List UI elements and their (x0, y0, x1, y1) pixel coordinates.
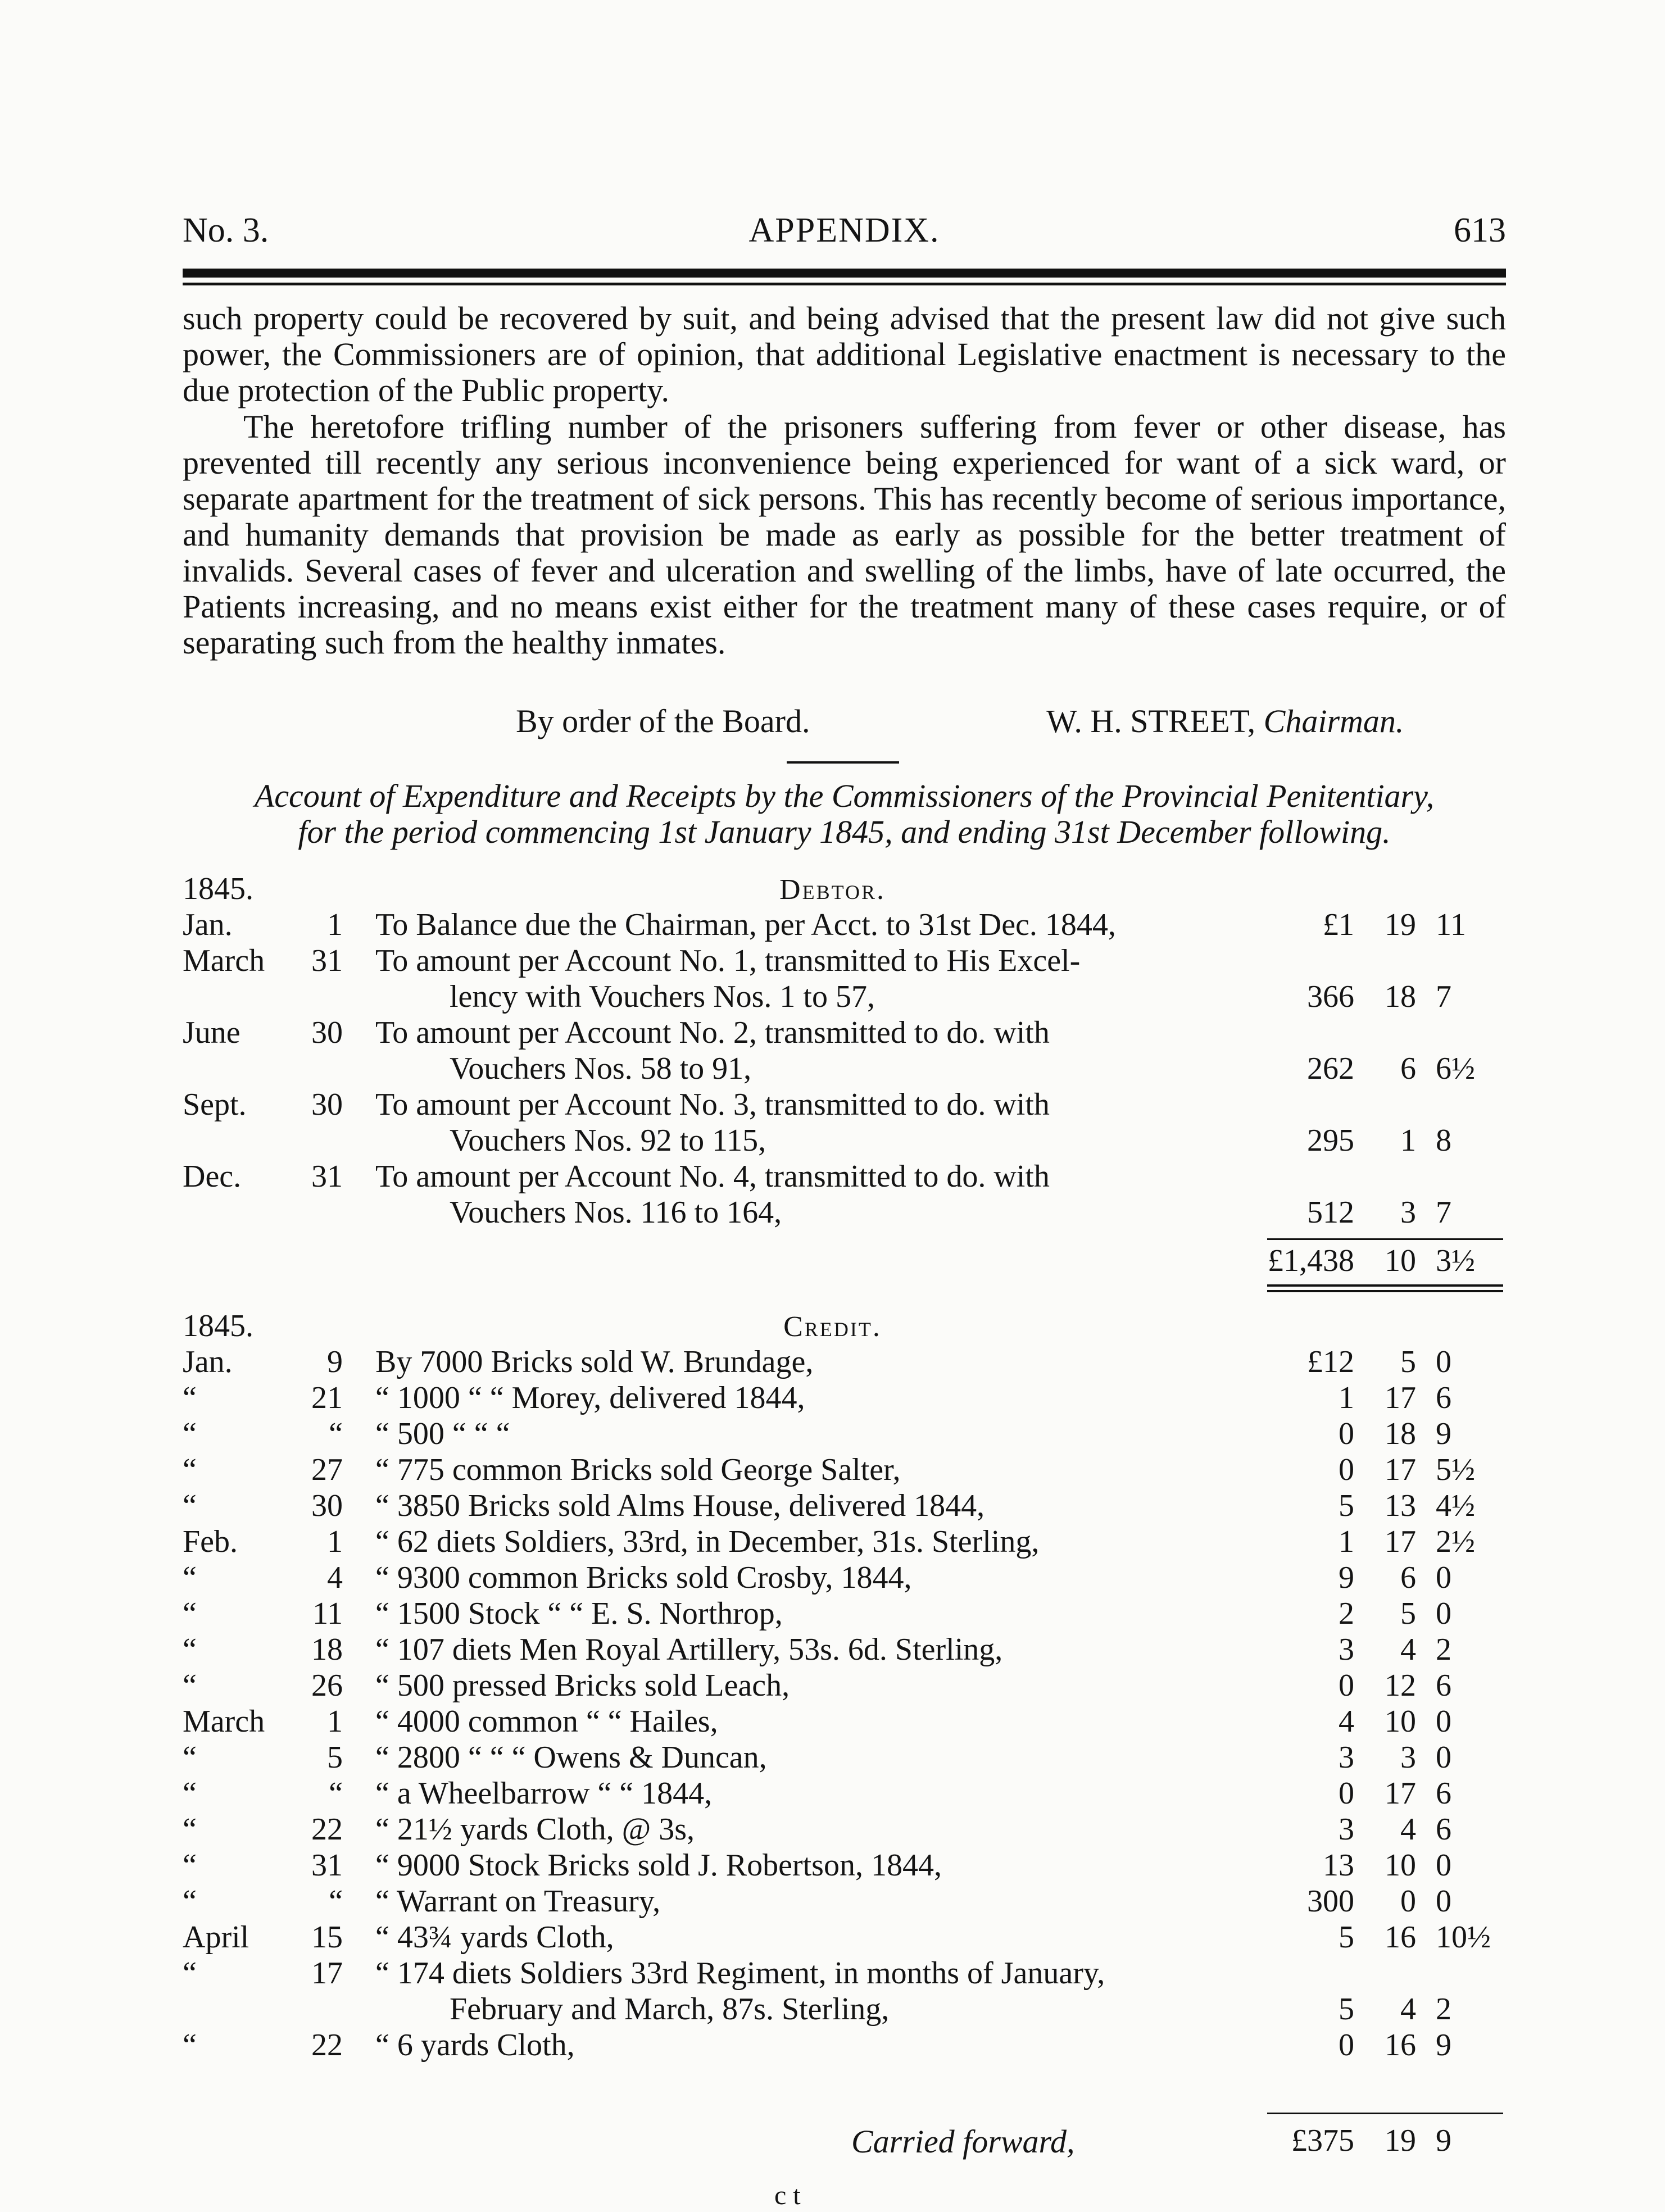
header-rule-thick (183, 269, 1506, 278)
amount-pence: 0 (1436, 1345, 1451, 1379)
debtor-entry-continuation (0, 1051, 1665, 1087)
entry-month: “ (183, 1632, 197, 1667)
amount-pounds: £12 (1307, 1345, 1354, 1379)
entry-day: 30 (311, 1488, 343, 1523)
amount-shillings: 16 (1385, 1920, 1416, 1955)
entry-description: “ 43¾ yards Cloth, (375, 1920, 614, 1955)
credit-entry-row (0, 1704, 1665, 1739)
amount-pence: 6 (1436, 1668, 1451, 1703)
amount-pence: 6½ (1436, 1051, 1475, 1086)
amount-pounds: 300 (1307, 1884, 1354, 1919)
entry-day: 1 (327, 1704, 343, 1739)
entry-day: 1 (327, 907, 343, 942)
entry-month: Dec. (183, 1159, 242, 1194)
carried-forward-pounds: £375 (1291, 2123, 1354, 2158)
entry-month: “ (183, 1380, 197, 1415)
debtor-total-double-rule-1 (1267, 1284, 1503, 1287)
entry-day: 4 (327, 1560, 343, 1595)
entry-day: 30 (311, 1087, 343, 1122)
credit-entry-row (0, 1811, 1665, 1847)
amount-shillings: 1 (1400, 1123, 1416, 1158)
amount-pounds: 0 (1339, 2028, 1354, 2063)
entry-description: “ 2800 “ “ “ Owens & Duncan, (375, 1740, 767, 1775)
entry-month: “ (183, 1812, 197, 1847)
body-paragraph-2: The heretofore trifling number of the prisoners suffering from fever or other disease, has prevented till recently any serious inconvenience being experienced for want of a sick ward, or separate apartment for the treatment of sick persons. This has recently become of serious importance, and humanity demands that provision be made as early as possible for the better treatment of invalids. Several cases of fever and ulceration and swelling of the limbs, have of late occurred, the Patients increasing, and no means exist either for the treatment many of these cases require, or of separating such from the healthy inmates. (183, 408, 1506, 661)
amount-shillings: 17 (1385, 1452, 1416, 1487)
entry-day: 27 (311, 1452, 343, 1487)
entry-description: “ 9300 common Bricks sold Crosby, 1844, (375, 1560, 912, 1595)
debtor-total-row (0, 1243, 1665, 1279)
amount-shillings: 6 (1400, 1560, 1416, 1595)
credit-entry-row (0, 2027, 1665, 2063)
credit-entry-row (0, 1560, 1665, 1596)
amount-pence: 0 (1436, 1596, 1451, 1631)
entry-month: “ (183, 1488, 197, 1523)
entry-description-continued: February and March, 87s. Sterling, (450, 1992, 890, 2027)
amount-pounds: 262 (1307, 1051, 1354, 1086)
amount-shillings: 4 (1400, 1812, 1416, 1847)
amount-pence: 2 (1436, 1992, 1451, 2027)
credit-entry-row (0, 1919, 1665, 1955)
entry-day: 11 (312, 1596, 343, 1631)
debtor-year: 1845. (183, 871, 253, 906)
amount-shillings: 16 (1385, 2028, 1416, 2063)
amount-pounds: 13 (1323, 1848, 1354, 1883)
entry-day: “ (329, 1776, 343, 1811)
credit-entry-continuation (0, 1991, 1665, 2027)
entry-description: “ 9000 Stock Bricks sold J. Robertson, 1844, (375, 1848, 942, 1883)
amount-pounds: 5 (1339, 1920, 1354, 1955)
entry-description: To amount per Account No. 1, transmitted to His Excel- (375, 943, 1081, 978)
credit-entry-row (0, 1344, 1665, 1380)
entry-description: “ 174 diets Soldiers 33rd Regiment, in months of January, (375, 1956, 1105, 1991)
amount-shillings: 0 (1400, 1884, 1416, 1919)
credit-entry-row (0, 1488, 1665, 1524)
entry-day: 31 (311, 1848, 343, 1883)
amount-pounds: 5 (1339, 1992, 1354, 2027)
entry-description: “ 500 pressed Bricks sold Leach, (375, 1668, 790, 1703)
entry-description-continued: Vouchers Nos. 92 to 115, (450, 1123, 766, 1158)
entry-description: “ 1000 “ “ Morey, delivered 1844, (375, 1380, 805, 1415)
header-rule-thin (183, 283, 1506, 285)
entry-description: “ 3850 Bricks sold Alms House, delivered 1844, (375, 1488, 985, 1523)
credit-entry-row (0, 1775, 1665, 1811)
amount-pounds: 3 (1339, 1740, 1354, 1775)
entry-day: 22 (311, 1812, 343, 1847)
entry-month: “ (183, 1776, 197, 1811)
amount-pounds: 1 (1339, 1380, 1354, 1415)
amount-pence: 10½ (1436, 1920, 1491, 1955)
signature-chairman-title: Chairman. (1263, 703, 1404, 739)
signature-name (1046, 703, 1404, 739)
amount-pounds: 1 (1339, 1524, 1354, 1559)
entry-month: June (183, 1015, 241, 1050)
page-number: 613 (1454, 211, 1506, 249)
debtor-entry-row (0, 1087, 1665, 1123)
debtor-entry-continuation (0, 1123, 1665, 1159)
entry-description-continued: lency with Vouchers Nos. 1 to 57, (450, 979, 875, 1014)
credit-entry-row (0, 1452, 1665, 1488)
amount-pence: 0 (1436, 1560, 1451, 1595)
amount-shillings: 3 (1400, 1195, 1416, 1230)
amount-pounds: 9 (1339, 1560, 1354, 1595)
amount-shillings: 17 (1385, 1776, 1416, 1811)
amount-pounds: 4 (1339, 1704, 1354, 1739)
entry-description: To Balance due the Chairman, per Acct. to 31st Dec. 1844, (375, 907, 1116, 942)
carried-forward-row (0, 2123, 1665, 2159)
entry-month: “ (183, 1560, 197, 1595)
entry-month: Jan. (183, 907, 233, 942)
entry-month: Jan. (183, 1345, 233, 1379)
amount-pence: 2½ (1436, 1524, 1475, 1559)
entry-month: Sept. (183, 1087, 247, 1122)
page-header (183, 211, 1506, 256)
amount-pence: 7 (1436, 1195, 1451, 1230)
amount-pounds: 0 (1339, 1416, 1354, 1451)
signature-chairman-name: W. H. STREET, (1046, 703, 1256, 739)
entry-description: “ 21½ yards Cloth, @ 3s, (375, 1812, 695, 1847)
debtor-sum-rule (1267, 1238, 1503, 1240)
amount-shillings: 10 (1385, 1704, 1416, 1739)
entry-month: “ (183, 1452, 197, 1487)
entry-day: 30 (311, 1015, 343, 1050)
entry-day: “ (329, 1416, 343, 1451)
entry-day: 31 (311, 943, 343, 978)
entry-month: “ (183, 1416, 197, 1451)
amount-pence: 0 (1436, 1704, 1451, 1739)
amount-pounds: 512 (1307, 1195, 1354, 1230)
amount-pounds: 295 (1307, 1123, 1354, 1158)
entry-month: April (183, 1920, 249, 1955)
amount-pence: 7 (1436, 979, 1451, 1014)
entry-description: “ Warrant on Treasury, (375, 1884, 661, 1919)
amount-shillings: 4 (1400, 1992, 1416, 2027)
entry-month: “ (183, 1596, 197, 1631)
amount-shillings: 6 (1400, 1051, 1416, 1086)
credit-entry-row (0, 1596, 1665, 1632)
carried-forward-shillings: 19 (1385, 2123, 1416, 2158)
entry-description: “ 107 diets Men Royal Artillery, 53s. 6d. Sterling, (375, 1632, 1003, 1667)
debtor-entry-row (0, 1015, 1665, 1051)
amount-pounds: 0 (1339, 1668, 1354, 1703)
entry-description-continued: Vouchers Nos. 116 to 164, (450, 1195, 782, 1230)
amount-shillings: 10 (1385, 1848, 1416, 1883)
body-paragraph-1: such property could be recovered by suit, and being advised that the present law did not give such power, the Commissioners are of opinion, that additional Legislative enactment is necessary to the due protection of the Public property. (183, 300, 1506, 408)
debtor-entry-row (0, 943, 1665, 979)
entry-day: 1 (327, 1524, 343, 1559)
amount-shillings: 13 (1385, 1488, 1416, 1523)
entry-month: “ (183, 2028, 197, 2063)
entry-day: 9 (327, 1345, 343, 1379)
section-number: No. 3. (183, 211, 269, 249)
credit-entry-row (0, 1632, 1665, 1668)
entry-month: Feb. (183, 1524, 238, 1559)
amount-shillings: 18 (1385, 979, 1416, 1014)
entry-description: To amount per Account No. 2, transmitted to do. with (375, 1015, 1050, 1050)
entry-day: 31 (311, 1159, 343, 1194)
amount-pence: 5½ (1436, 1452, 1475, 1487)
credit-year: 1845. (183, 1309, 253, 1343)
credit-entry-row (0, 1847, 1665, 1883)
entry-description: “ 1500 Stock “ “ E. S. Northrop, (375, 1596, 783, 1631)
amount-shillings: 12 (1385, 1668, 1416, 1703)
amount-shillings: 3 (1400, 1740, 1416, 1775)
amount-shillings: 17 (1385, 1380, 1416, 1415)
amount-pence: 4½ (1436, 1488, 1475, 1523)
entry-day: 17 (311, 1956, 343, 1991)
credit-entry-row (0, 1739, 1665, 1775)
entry-month: March (183, 1704, 265, 1739)
entry-day: 21 (311, 1380, 343, 1415)
entry-description: “ 62 diets Soldiers, 33rd, in December, 31s. Sterling, (375, 1524, 1040, 1559)
entry-description: “ 6 yards Cloth, (375, 2028, 575, 2063)
credit-entry-row (0, 1380, 1665, 1416)
debtor-total-shillings: 10 (1385, 1243, 1416, 1278)
amount-pence: 6 (1436, 1812, 1451, 1847)
debtor-entry-row (0, 907, 1665, 943)
entry-description: “ 4000 common “ “ Hailes, (375, 1704, 718, 1739)
signature-order: By order of the Board. (516, 703, 810, 739)
debtor-entry-row (0, 1159, 1665, 1194)
credit-entry-row (0, 1416, 1665, 1452)
page-title: APPENDIX. (748, 211, 940, 249)
entry-month: “ (183, 1848, 197, 1883)
entry-day: “ (329, 1884, 343, 1919)
entry-day: 5 (327, 1740, 343, 1775)
entry-day: 18 (311, 1632, 343, 1667)
amount-shillings: 4 (1400, 1632, 1416, 1667)
amount-pence: 2 (1436, 1632, 1451, 1667)
entry-month: “ (183, 1668, 197, 1703)
credit-entry-row (0, 1955, 1665, 1991)
amount-pence: 9 (1436, 2028, 1451, 2063)
amount-shillings: 19 (1385, 907, 1416, 942)
account-caption-line-1: Account of Expenditure and Receipts by the Commissioners of the Provincial Penitentiary, (254, 778, 1435, 814)
entry-day: 26 (311, 1668, 343, 1703)
debtor-total-pounds: £1,438 (1268, 1243, 1354, 1278)
entry-month: “ (183, 1740, 197, 1775)
amount-pounds: 366 (1307, 979, 1354, 1014)
section-separator (787, 761, 899, 764)
credit-entry-row (0, 1524, 1665, 1560)
amount-pence: 0 (1436, 1848, 1451, 1883)
entry-description: To amount per Account No. 3, transmitted to do. with (375, 1087, 1050, 1122)
entry-description: “ 500 “ “ “ (375, 1416, 510, 1451)
amount-shillings: 18 (1385, 1416, 1416, 1451)
amount-pounds: £1 (1323, 907, 1354, 942)
debtor-total-pence: 3½ (1436, 1243, 1475, 1278)
footer-signature-mark: c t (774, 2181, 801, 2210)
amount-pounds: 5 (1339, 1488, 1354, 1523)
entry-day: 22 (311, 2028, 343, 2063)
amount-pounds: 2 (1339, 1596, 1354, 1631)
amount-pence: 0 (1436, 1740, 1451, 1775)
amount-pounds: 3 (1339, 1632, 1354, 1667)
entry-month: “ (183, 1884, 197, 1919)
debtor-entry-continuation (0, 1194, 1665, 1230)
debtor-heading: Debtor. (779, 874, 886, 906)
amount-pence: 11 (1436, 907, 1466, 942)
amount-pence: 9 (1436, 1416, 1451, 1451)
entry-description-continued: Vouchers Nos. 58 to 91, (450, 1051, 752, 1086)
amount-pounds: 0 (1339, 1452, 1354, 1487)
debtor-total-double-rule-2 (1267, 1290, 1503, 1292)
entry-description: “ a Wheelbarrow “ “ 1844, (375, 1776, 713, 1811)
entry-description: To amount per Account No. 4, transmitted to do. with (375, 1159, 1050, 1194)
debtor-entry-continuation (0, 979, 1665, 1015)
amount-pounds: 3 (1339, 1812, 1354, 1847)
credit-sum-rule (1267, 2113, 1503, 2114)
entry-description: By 7000 Bricks sold W. Brundage, (375, 1345, 814, 1379)
entry-description: “ 775 common Bricks sold George Salter, (375, 1452, 901, 1487)
amount-pence: 6 (1436, 1776, 1451, 1811)
amount-shillings: 17 (1385, 1524, 1416, 1559)
amount-pence: 8 (1436, 1123, 1451, 1158)
credit-entry-row (0, 1883, 1665, 1919)
entry-day: 15 (311, 1920, 343, 1955)
amount-shillings: 5 (1400, 1345, 1416, 1379)
amount-shillings: 5 (1400, 1596, 1416, 1631)
amount-pence: 6 (1436, 1380, 1451, 1415)
credit-entry-row (0, 1668, 1665, 1704)
carried-forward-pence: 9 (1436, 2123, 1451, 2158)
carried-forward-label: Carried forward, (851, 2123, 1075, 2160)
amount-pounds: 0 (1339, 1776, 1354, 1811)
entry-month: March (183, 943, 265, 978)
amount-pence: 0 (1436, 1884, 1451, 1919)
account-caption-line-2: for the period commencing 1st January 1845, and ending 31st December following. (298, 814, 1391, 850)
entry-month: “ (183, 1956, 197, 1991)
credit-heading: Credit. (783, 1311, 882, 1343)
